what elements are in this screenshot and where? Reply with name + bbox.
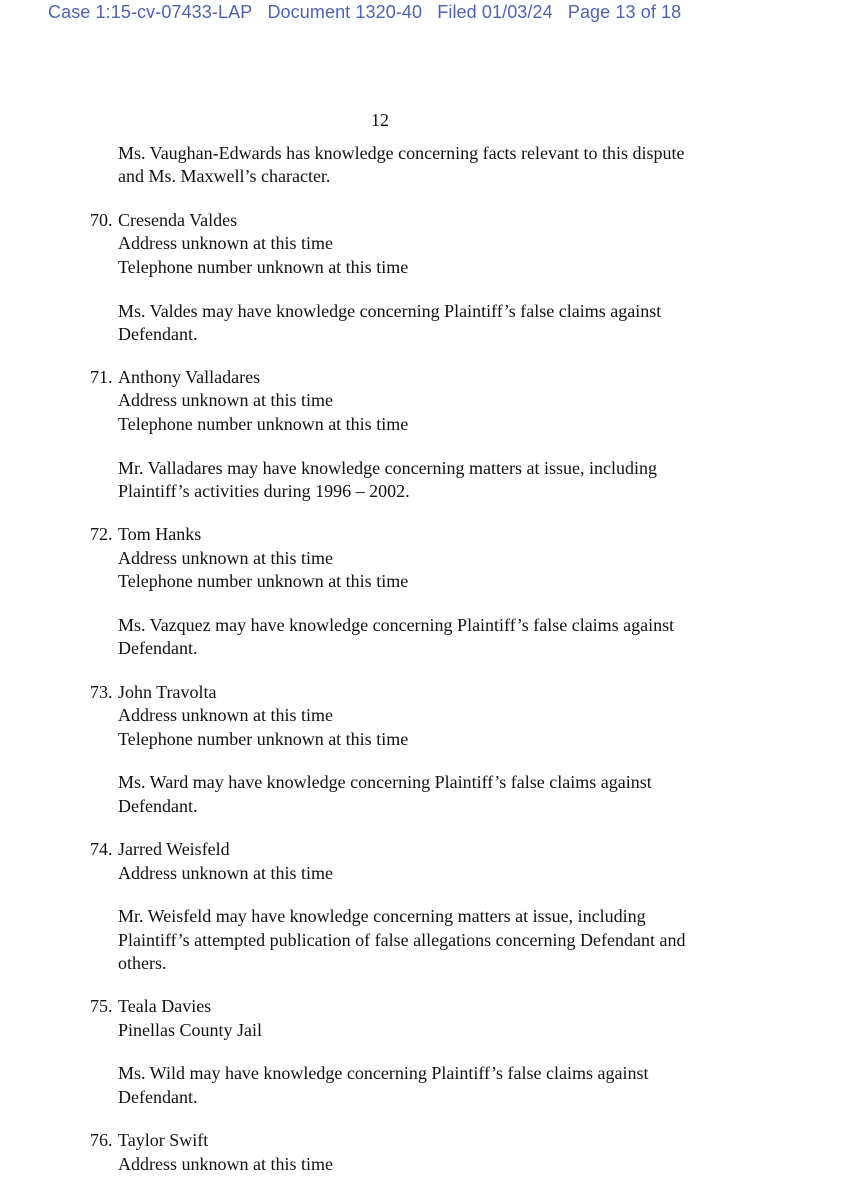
entry-address: Address unknown at this time: [118, 1154, 333, 1174]
entry-number: 72.: [90, 524, 113, 544]
document-number: Document 1320-40: [267, 2, 423, 22]
entry-number: 74.: [90, 839, 113, 859]
entry-address: Address unknown at this time: [118, 863, 333, 883]
entry-phone: Telephone number unknown at this time: [118, 571, 409, 591]
entry-name: John Travolta: [118, 682, 217, 702]
entry-description: Ms. Wild may have knowledge concerning Plaintiff’s false claims against: [118, 1063, 649, 1083]
entry-address: Pinellas County Jail: [118, 1020, 262, 1040]
entry-description: others.: [118, 953, 167, 973]
entry-address: Address unknown at this time: [118, 390, 333, 410]
entry-name: Anthony Valladares: [118, 367, 261, 387]
filed-date: Filed 01/03/24: [437, 2, 553, 22]
page-number: 12: [371, 110, 389, 130]
entry-address: Address unknown at this time: [118, 705, 333, 725]
entry-description: Mr. Weisfeld may have knowledge concerning matters at issue, including: [118, 906, 646, 926]
case-number: Case 1:15-cv-07433-LAP: [48, 2, 253, 22]
page-indicator: Page 13 of 18: [567, 2, 682, 22]
continuation-line: Ms. Vaughan-Edwards has knowledge concerning facts relevant to this dispute: [118, 143, 685, 163]
entry-phone: Telephone number unknown at this time: [118, 729, 409, 749]
entry-description: Ms. Ward may have knowledge concerning Plaintiff’s false claims against: [118, 772, 652, 792]
entry-name: Cresenda Valdes: [118, 210, 238, 230]
entry-name: Tom Hanks: [118, 524, 202, 544]
continuation-line: and Ms. Maxwell’s character.: [118, 166, 331, 186]
entry-description: Ms. Vazquez may have knowledge concerning Plaintiff’s false claims against: [118, 615, 675, 635]
entry-number: 75.: [90, 996, 113, 1016]
entry-number: 71.: [90, 367, 113, 387]
entry-description: Mr. Valladares may have knowledge concerning matters at issue, including: [118, 458, 658, 478]
case-header: [48, 2, 691, 23]
entry-address: Address unknown at this time: [118, 233, 333, 253]
entry-description: Defendant.: [118, 1087, 198, 1107]
entry-address: Address unknown at this time: [118, 548, 333, 568]
entry-name: Taylor Swift: [118, 1130, 209, 1150]
entry-description: Defendant.: [118, 638, 198, 658]
entry-name: Teala Davies: [118, 996, 212, 1016]
entry-number: 76.: [90, 1130, 113, 1150]
entry-description: Plaintiff’s attempted publication of false allegations concerning Defendant and: [118, 930, 686, 950]
entry-name: Jarred Weisfeld: [118, 839, 230, 859]
entry-description: Ms. Valdes may have knowledge concerning Plaintiff’s false claims against: [118, 301, 662, 321]
entry-phone: Telephone number unknown at this time: [118, 414, 409, 434]
entry-description: Defendant.: [118, 796, 198, 816]
entry-number: 73.: [90, 682, 113, 702]
entry-number: 70.: [90, 210, 113, 230]
entry-description: Plaintiff’s activities during 1996 – 2002.: [118, 481, 410, 501]
entry-description: Defendant.: [118, 324, 198, 344]
entry-phone: Telephone number unknown at this time: [118, 257, 409, 277]
